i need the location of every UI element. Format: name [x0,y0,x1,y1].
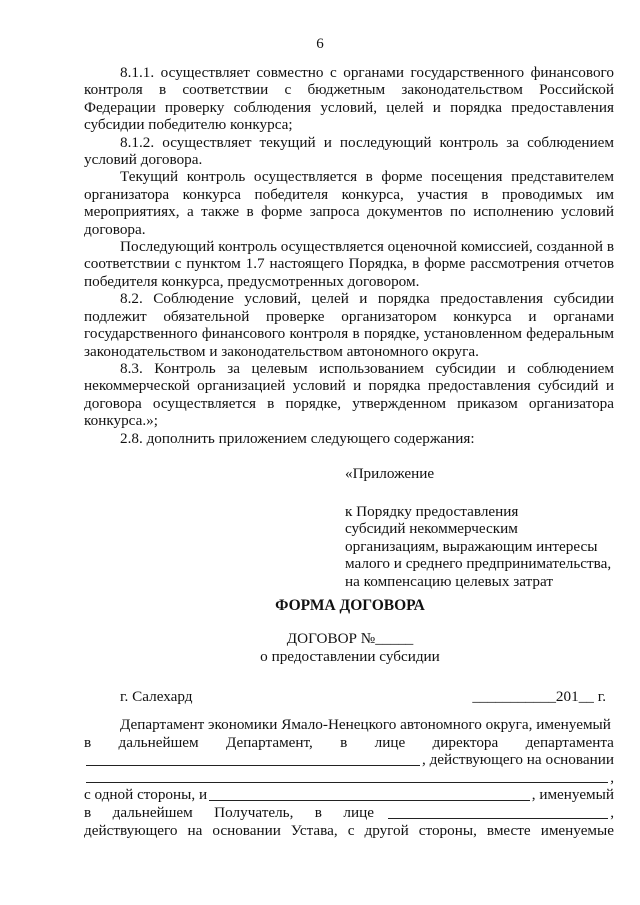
paragraph-2-8: 2.8. дополнить приложением следующего содержания: [120,429,475,447]
word: директора [432,733,499,751]
paragraph-current-control: Текущий контроль осуществляется в форме посещения представителем организатора конкурса победителя конкурса, участия в проводимых им мероприятиях, а также в форме запроса документов по исполнению условий договора. [84,168,614,238]
basis-label: , действующего на основании [421,751,614,769]
word: в [84,803,92,821]
paragraph-8-1-2: 8.1.2. осуществляет текущий и последующий контроль за соблюдением условий договора. [84,133,614,169]
paragraph-8-1-1: 8.1.1. осуществляет совместно с органами государственного финансового контроля в соответствии с бюджетным законодательством Российской Федерации проверку соблюдения условий, целей и порядка предоставления субсидии победителю конкурса; [84,64,614,134]
comma: , [610,768,614,786]
city-name: г. Салехард [120,688,193,705]
parties-line-3 [84,751,614,769]
basis-document-blank [86,781,608,783]
parties-line-5 [84,786,614,804]
contract-number-blank: _____ [375,630,414,647]
named-label: , именуемый [531,786,614,804]
paragraph-8-2: 8.2. Соблюдение условий, целей и порядка предоставления субсидии подлежит обязательной проверке организатором конкурса и органами государственного финансового контроля в порядке, установленном федеральным законодательством и законодательством автономного округа. [84,290,614,360]
appendix-line: к Порядку предоставления [345,502,519,520]
date-blank: ___________ [472,688,556,705]
director-name-blank [86,764,420,766]
word: Получатель, [214,803,294,821]
comma: , [610,803,614,821]
word: в [84,733,92,751]
one-side-label: с одной стороны, и [84,786,208,804]
word: в [314,803,322,821]
appendix-line: организациям, выражающим интересы [345,537,598,555]
document-body [84,64,614,447]
appendix-header [345,465,635,590]
word: лице [374,733,406,751]
contract-heading [0,630,640,666]
word: дальнейшем [118,733,199,751]
word: в [340,733,348,751]
parties-line-6 [84,804,614,822]
parties-line-4 [84,769,614,787]
word: Департамент, [225,733,313,751]
appendix-title: «Приложение [345,465,435,482]
parties-line-2 [84,734,614,752]
contract-subtitle: о предоставлении субсидии [260,648,440,665]
place-date-row [120,688,606,706]
parties-intro: Департамент экономики Ямало-Ненецкого автономного округа, именуемый [120,716,611,733]
recipient-phrase [84,804,374,822]
appendix-line: малого и среднего предпринимательства, [345,555,612,572]
contract-date [472,688,606,706]
contract-title: ДОГОВОР № [286,630,376,647]
parties-line-7: действующего на основании Устава, с другой стороны, вместе именуемые [84,821,614,839]
word: департамента [525,733,614,751]
appendix-line: на компенсацию целевых затрат [345,572,553,590]
appendix-line: субсидий некоммерческим [345,520,518,537]
paragraph-8-3: 8.3. Контроль за целевым использованием субсидии и соблюдением некоммерческой организацией условий и порядка предоставления субсидий и договора осуществляется в порядке, утвержденном приказом организатора конкурса.»; [84,359,614,430]
page-number: 6 [316,36,324,52]
date-year: 201__ г. [555,688,606,705]
recipient-name-blank [209,799,530,801]
recipient-representative-blank [388,817,608,819]
parties-section [84,716,614,839]
word: дальнейшем [112,803,193,821]
word: лице [343,803,374,821]
paragraph-subsequent-control: Последующий контроль осуществляется оценочной комиссией, созданной в соответствии с пунктом 1.7 настоящего Порядка, в форме рассмотрения отчетов победителя конкурса, предусмотренных договором. [84,238,614,290]
form-title: ФОРМА ДОГОВОРА [275,597,425,614]
